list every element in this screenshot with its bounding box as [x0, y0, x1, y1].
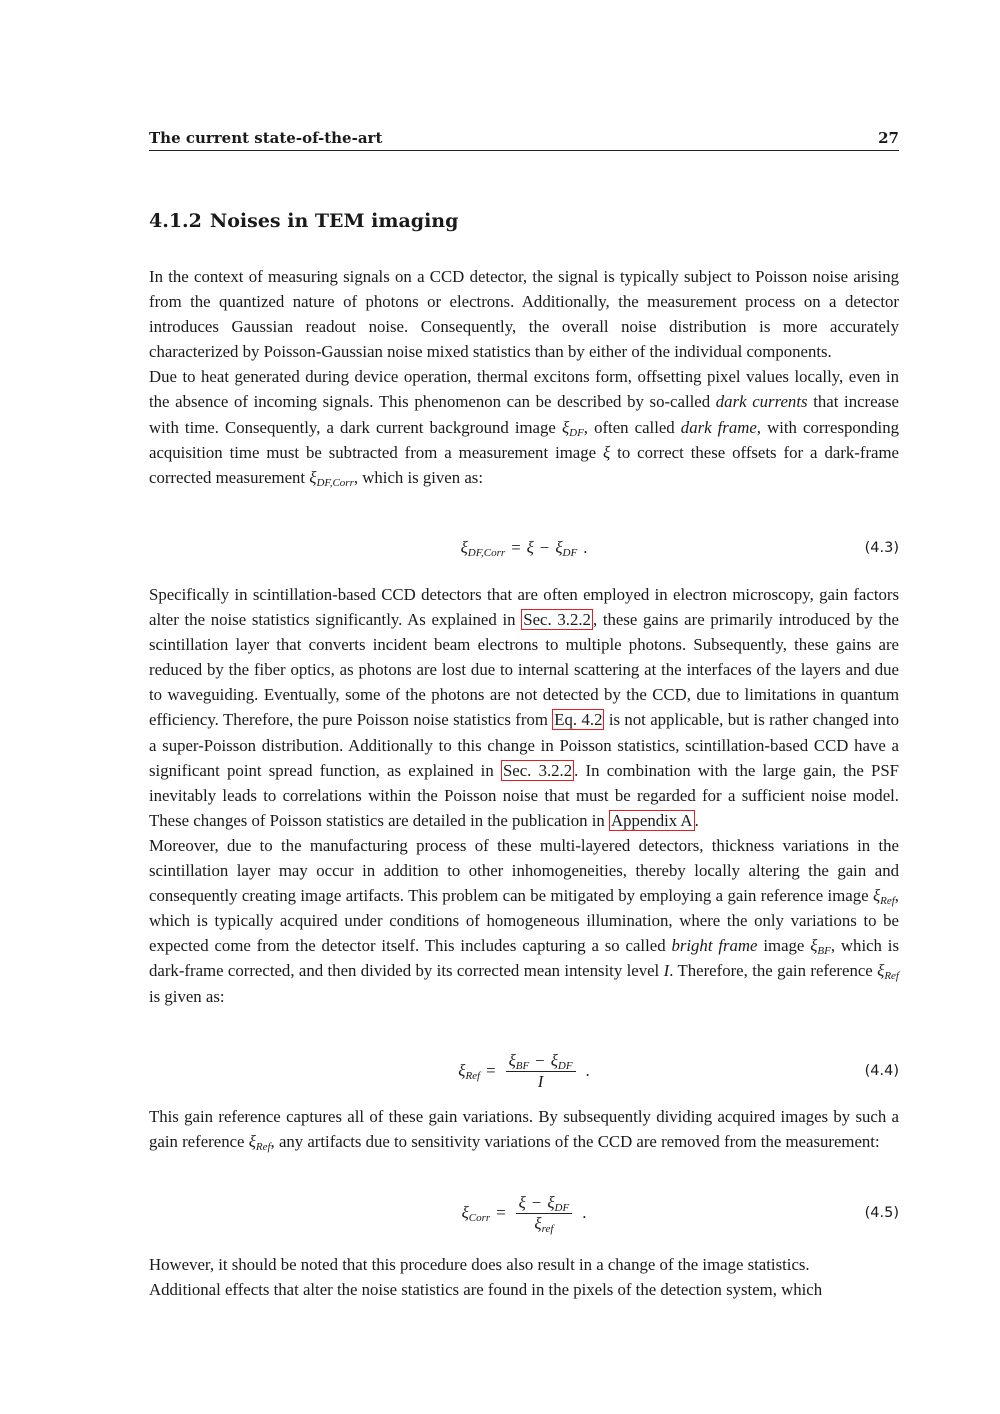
equation-number: (4.4): [864, 1063, 899, 1079]
equation-body: $\xi_{Ref}$ = $\frac{\xi_{BF} - \xi_{DF}}{I}$ .: [458, 1050, 590, 1091]
link-eq-4-2[interactable]: Eq. 4.2: [554, 710, 603, 730]
paragraph-closing-line-2: Additional effects that alter the noise statistics are found in the pixels of the detection system, which: [149, 1280, 823, 1300]
math-xi-bf: $\xi_{BF}$: [810, 936, 831, 958]
section-heading: [149, 210, 458, 232]
equation-body: $\xi_{Corr}$ = $\frac{\xi - \xi_{DF}}{\xi_{ref}}$ .: [461, 1192, 587, 1235]
link-sec-3-2-2-second[interactable]: Sec. 3.2.2: [502, 760, 573, 780]
equation-4-5: [149, 1193, 899, 1233]
text-block-1: [149, 264, 899, 490]
math-xi-ref: $\xi_{Ref}$: [872, 886, 895, 908]
text-block-3: [149, 1104, 899, 1154]
header-title: The current state-of-the-art: [149, 129, 383, 147]
equation-4-3: [149, 528, 899, 568]
running-header: [149, 128, 899, 151]
equation-4-4: [149, 1051, 899, 1091]
math-xi-ref-3: $\xi_{Ref}$: [248, 1132, 271, 1154]
math-xi: ξ: [603, 442, 611, 462]
page-number: 27: [878, 129, 899, 147]
equation-number: (4.5): [864, 1205, 899, 1221]
section-title-text: Noises in TEM imaging: [209, 210, 459, 232]
math-xi-df: $\xi_{DF}$: [561, 417, 584, 439]
equation-number: (4.3): [864, 540, 899, 556]
math-xi-ref-2: $\xi_{Ref}$: [877, 961, 899, 983]
equation-body: $\xi_{DF,Corr}$ = ξ − $\xi_{DF}$ .: [460, 538, 588, 559]
paragraph-scintillation: Specifically in scintillation-based CCD detectors that are often employed in electron microscopy, gain factors alter the noise statistics significantly. As explained in Sec. 3.2.2 , these gains are primarily introduced by the scintillation layer that converts incident beam electrons to multiple photons. Subsequently, these gains are reduced by the fiber optics, as photons are lost due to internal scattering at the interfaces of the layers and due to waveguiding. Eventually, some of the photons are not detected by the CCD, due to limitations in quantum efficiency. Therefore, the pure Poisson noise statistics from Eq. 4.2 is not applicable, but is rather changed into a super-Poisson distribution. Additionally to this change in Poisson statistics, scintillation-based CCD have a significant point spread function, as explained in Sec. 3.2.2 . In combination with the large gain, the PSF inevitably leads to correlations within the Poisson noise that must be regarded for a sufficient noise model. These changes of Poisson statistics are detailed in the publication in Appendix A .: [149, 585, 899, 830]
link-appendix-a[interactable]: Appendix A: [610, 810, 693, 830]
fraction: $\frac{\xi - \xi_{DF}}{\xi_{ref}}$: [516, 1193, 573, 1234]
section-number: 4.1.2: [149, 210, 202, 232]
math-intensity-i: I: [663, 961, 670, 981]
paragraph-dark-current: Due to heat generated during device operation, thermal excitons form, offsetting pixel values locally, even in the absence of incoming signals. This phenomenon can be described by so-called dark currents that increase with time. Consequently, a dark current background image $\xi_{DF}$, often called dark frame, with corresponding acquisition time must be subtracted from a measurement image ξ to correct these offsets for a dark-frame corrected measurement $\xi_{DF,Corr}$, which is given as:: [149, 367, 899, 489]
text-block-2: [149, 582, 899, 1009]
paragraph-intro: In the context of measuring signals on a CCD detector, the signal is typically subject to Poisson noise arising from the quantized nature of photons or electrons. Additionally, the measurement process on a detector introduces Gaussian readout noise. Consequently, the overall noise distribution is more accurately characterized by Poisson-Gaussian noise mixed statistics than by either of the individual components.: [149, 267, 899, 362]
paragraph-gain-reference: Moreover, due to the manufacturing process of these multi-layered detectors, thickness variations in the scintillation layer may occur in addition to other inhomogeneities, thereby locally altering the gain and consequently creating image artifacts. This problem can be mitigated by employing a gain reference image $\xi_{Ref}$, which is typically acquired under conditions of homogeneous illumination, where the only variations to be expected come from the detector itself. This includes capturing a so called bright frame image $\xi_{BF}$, which is dark-frame corrected, and then divided by its corrected mean intensity level I. Therefore, the gain reference $\xi_{Ref}$ is given as:: [149, 835, 899, 1006]
paragraph-closing-line-1: However, it should be noted that this procedure does also result in a change of the image statistics.: [149, 1255, 810, 1274]
link-sec-3-2-2[interactable]: Sec. 3.2.2: [523, 610, 591, 630]
text-block-4: [149, 1252, 899, 1302]
math-xi-df-corr: $\xi_{DF,Corr}$: [309, 467, 354, 489]
fraction: $\frac{\xi_{BF} - \xi_{DF}}{I}$: [506, 1051, 576, 1092]
paragraph-gain-division: This gain reference captures all of these gain variations. By subsequently dividing acquired images by such a gain reference $\xi_{Ref}$, any artifacts due to sensitivity variations of the CCD are removed from the measurement:: [149, 1107, 899, 1154]
